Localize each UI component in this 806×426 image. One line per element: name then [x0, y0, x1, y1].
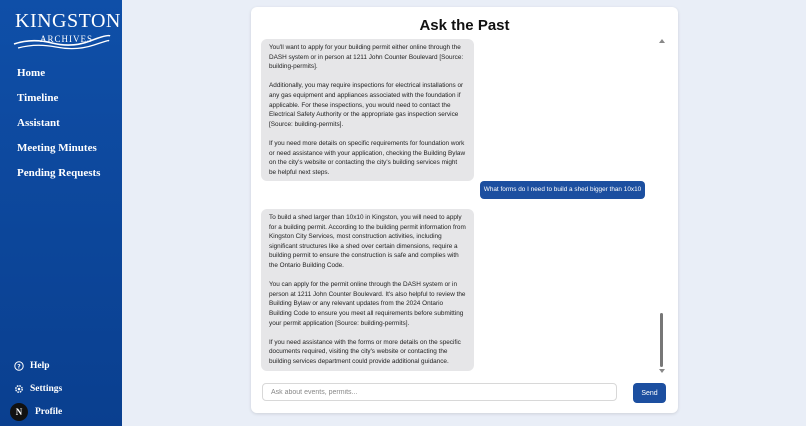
profile-link[interactable]	[14, 400, 62, 423]
logo-wave-icon	[12, 10, 112, 54]
logo-subtitle: ARCHIVES	[40, 34, 94, 44]
chat-scrollbar[interactable]	[658, 39, 666, 373]
assistant-message	[261, 39, 474, 181]
sidebar-bottom-nav	[14, 354, 62, 423]
send-button[interactable]: Send	[633, 383, 666, 403]
gear-icon	[14, 384, 24, 394]
sidebar-item-pending-requests[interactable]: Pending Requests	[17, 167, 101, 179]
assistant-message	[261, 209, 474, 371]
message-paragraph: Additionally, you may require inspections for electrical installations or any gas equipment and appliances associated with the foundation if applicable. For these inspections, you would need to contact the Electrical Safety Authority or the appropriate gas inspection service [Source: building-permits].	[269, 82, 464, 128]
help-icon	[14, 361, 24, 371]
kingston-archives-logo[interactable]	[12, 10, 121, 54]
message-paragraph: You'll want to apply for your building permit either online through the DASH system or in person at 1211 John Counter Boulevard [Source: building-permits].	[269, 44, 464, 71]
sidebar-item-assistant[interactable]: Assistant	[17, 117, 60, 129]
sidebar-item-home[interactable]: Home	[17, 67, 46, 79]
help-label: Help	[30, 360, 50, 371]
chat-input[interactable]	[262, 383, 617, 401]
message-paragraph: If you need more details on specific requirements for foundation work or need assistance with your application, checking the Building Bylaw on the city's website or contacting the city's building services might be helpful next steps.	[269, 139, 466, 176]
scroll-up-arrow-icon[interactable]	[659, 39, 665, 43]
user-message: What forms do I need to build a shed bigger than 10x10	[480, 181, 645, 199]
settings-label: Settings	[30, 383, 63, 394]
scroll-down-arrow-icon[interactable]	[659, 369, 665, 373]
chat-card	[251, 7, 678, 413]
avatar: N	[10, 403, 28, 421]
logo-title: KINGSTON	[15, 10, 121, 32]
settings-link[interactable]	[14, 377, 62, 400]
sidebar	[0, 0, 122, 426]
message-paragraph: You can apply for the permit online through the DASH system or in person at 1211 John Counter Boulevard. It's also helpful to review the Building Bylaw or any relevant updates from the 2024 Ontario Building Code to ensure you meet all requirements before submitting your permit application [Source: building-permits].	[269, 281, 466, 327]
svg-text:?: ?	[17, 362, 21, 370]
scrollbar-thumb[interactable]	[660, 313, 663, 367]
sidebar-nav	[17, 66, 100, 191]
page-title: Ask the Past	[419, 17, 510, 34]
help-link[interactable]	[14, 354, 62, 377]
chat-history[interactable]	[261, 39, 663, 375]
profile-label: Profile	[35, 406, 63, 417]
sidebar-item-timeline[interactable]: Timeline	[17, 92, 59, 104]
sidebar-item-meeting-minutes[interactable]: Meeting Minutes	[17, 142, 97, 154]
message-paragraph: If you need assistance with the forms or more details on the specific documents required, visiting the city's website or contacting the building services department could provide additional guidance.	[269, 338, 461, 365]
message-paragraph: To build a shed larger than 10x10 in Kingston, you will need to apply for a building permit. According to the building permit information from Kingston City Services, most construction activities, including significant structures like a shed over certain dimensions, require a building permit to ensure the construction is safe and complies with the Ontario Building Code.	[269, 214, 466, 269]
